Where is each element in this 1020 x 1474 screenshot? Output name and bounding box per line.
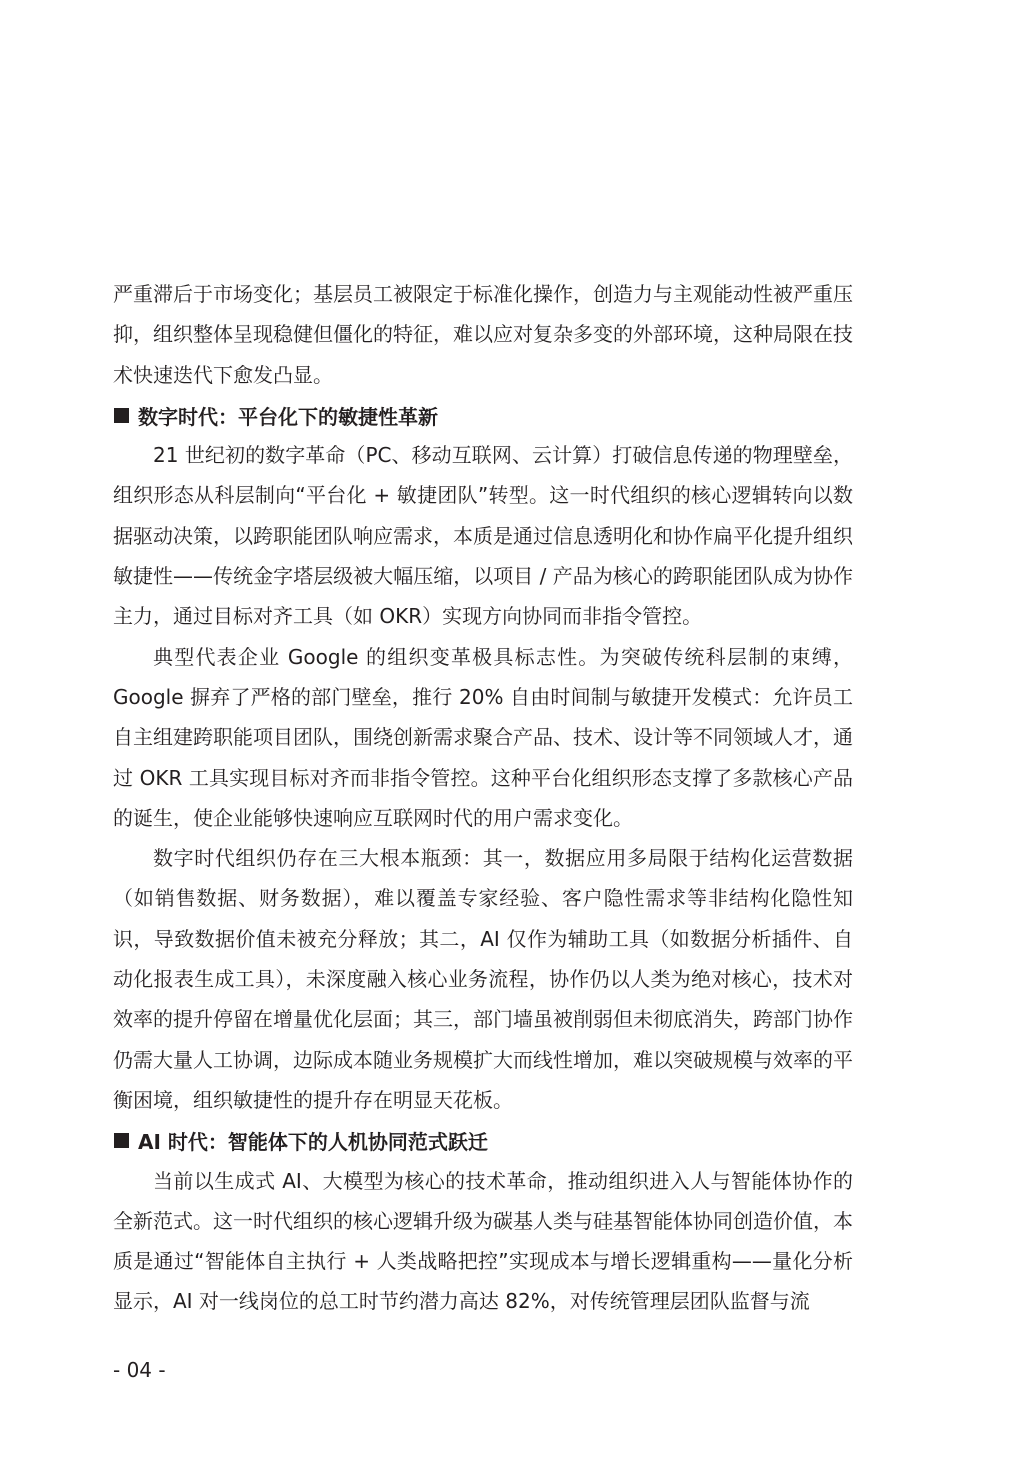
paragraph-digital-revolution: 21 世纪初的数字革命（PC、移动互联网、云计算）打破信息传递的物理壁垒，组织形态从科层制向“平台化 + 敏捷团队”转型。这一时代组织的核心逻辑转向以数据驱动决策，以跨职能团队响应需求，本质是通过信息透明化和协作扁平化提升组织敏捷性——传统金字塔层级被大幅压缩，以项目 / 产品为核心的跨职能团队成为协作主力，通过目标对齐工具（如 OKR）实现方向协同而非指令管控。 [113,443,853,629]
section-heading-text: 数字时代：平台化下的敏捷性革新 [138,404,438,429]
section-heading-digital-era [113,395,853,435]
section-heading-ai-era [113,1120,853,1160]
section-heading-text: AI 时代：智能体下的人机协同范式跃迁 [138,1129,488,1154]
body-text [113,274,853,1322]
square-bullet-icon [114,408,129,423]
paragraph-google-example: 典型代表企业 Google 的组织变革极具标志性。为突破传统科层制的束缚，Google 摒弃了严格的部门壁垒，推行 20% 自由时间制与敏捷开发模式：允许员工自主组建跨职能项目团队，围绕创新需求聚合产品、技术、设计等不同领域人才，通过 OKR 工具实现目标对齐而非指令管控。这种平台化组织形态支撑了多款核心产品的诞生，使企业能够快速响应互联网时代的用户需求变化。 [113,644,853,830]
page-number: - 04 - [113,1358,166,1382]
paragraph-continuation: 严重滞后于市场变化；基层员工被限定于标准化操作，创造力与主观能动性被严重压抑，组织整体呈现稳健但僵化的特征，难以应对复杂多变的外部环境，这种局限在技术快速迭代下愈发凸显。 [113,282,853,387]
square-bullet-icon [114,1133,129,1148]
paragraph-ai-paradigm: 当前以生成式 AI、大模型为核心的技术革命，推动组织进入人与智能体协作的全新范式。这一时代组织的核心逻辑升级为碳基人类与硅基智能体协同创造价值，本质是通过“智能体自主执行 + 人类战略把控”实现成本与增长逻辑重构——量化分析显示，AI 对一线岗位的总工时节约潜力高达 82%，对传统管理层团队监督与流 [113,1168,853,1314]
paragraph-bottlenecks: 数字时代组织仍存在三大根本瓶颈：其一，数据应用多局限于结构化运营数据（如销售数据、财务数据），难以覆盖专家经验、客户隐性需求等非结构化隐性知识，导致数据价值未被充分释放；其二，AI 仅作为辅助工具（如数据分析插件、自动化报表生成工具），未深度融入核心业务流程，协作仍以人类为绝对核心，技术对效率的提升停留在增量优化层面；其三，部门墙虽被削弱但未彻底消失，跨部门协作仍需大量人工协调，边际成本随业务规模扩大而线性增加，难以突破规模与效率的平衡困境，组织敏捷性的提升存在明显天花板。 [113,846,853,1112]
